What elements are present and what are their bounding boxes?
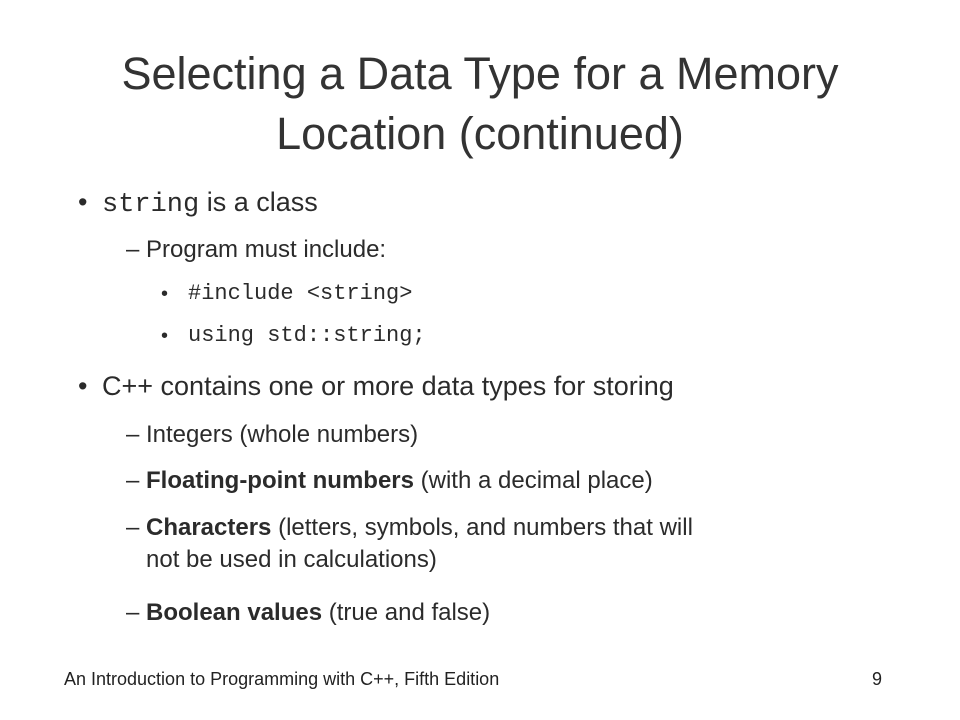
dash-icon: – (126, 599, 140, 626)
using-declaration-code: using std::string; (188, 323, 426, 348)
footer-book-title: An Introduction to Programming with C++, Fifth Edition (64, 669, 500, 689)
dash-icon: – (126, 467, 140, 494)
boolean-item (146, 598, 490, 628)
characters-term: Characters (146, 514, 272, 541)
dash-icon: – (126, 421, 140, 448)
characters-desc-line-1: (letters, symbols, and numbers that will (271, 514, 693, 541)
slide-title-line-2: Location (continued) (276, 108, 684, 159)
characters-desc-line-2: not be used in calculations) (146, 546, 437, 573)
dash-icon: – (126, 236, 140, 263)
cpp-data-types-text: C++ contains one or more data types for storing (102, 371, 674, 401)
boolean-desc: (true and false) (322, 599, 491, 626)
characters-item (146, 513, 693, 543)
footer-page-number: 9 (872, 669, 883, 689)
bullet-icon: • (78, 371, 88, 401)
floating-point-term: Floating-point numbers (146, 467, 414, 494)
include-directive-code: #include <string> (188, 281, 413, 306)
dash-icon: – (126, 514, 140, 541)
program-include-text: Program must include: (146, 236, 387, 263)
floating-point-desc: (with a decimal place) (413, 467, 653, 494)
bullet-icon: • (161, 325, 169, 347)
integers-text: Integers (whole numbers) (146, 421, 419, 448)
bullet-string-class (102, 186, 318, 221)
string-keyword: string (102, 190, 200, 220)
bullet-icon: • (161, 283, 169, 305)
boolean-term: Boolean values (146, 599, 323, 626)
floating-point-item (146, 466, 653, 496)
string-class-text: is a class (199, 187, 318, 217)
bullet-icon: • (78, 187, 88, 217)
slide-title (60, 44, 900, 164)
slide-title-line-1: Selecting a Data Type for a Memory (121, 48, 839, 99)
